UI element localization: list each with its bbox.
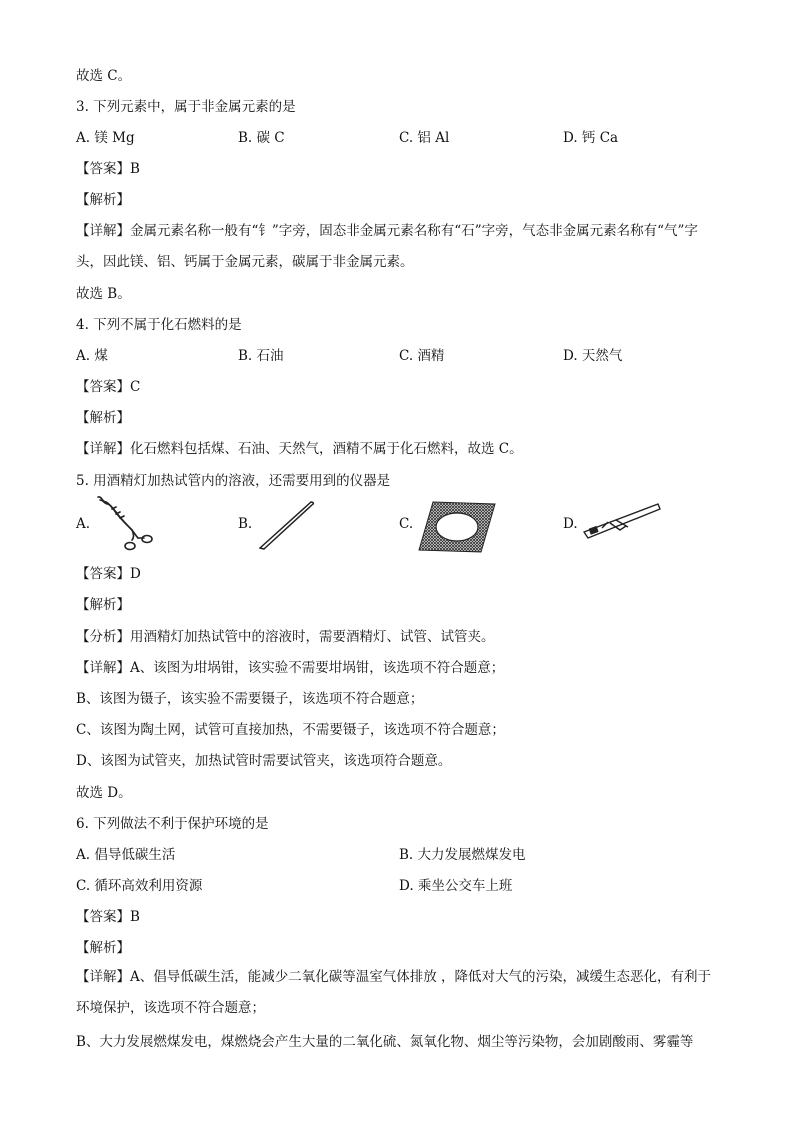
analysis-text: 【分析】用酒精灯加热试管中的溶液时，需要酒精灯、试管、试管夹。: [76, 629, 495, 645]
q4-option-b: B. 石油: [238, 348, 284, 364]
question-3: 3. 下列元素中，属于非金属元素的是: [76, 99, 296, 115]
conclusion-text: 故选 B。: [76, 286, 131, 302]
detail-text: 头，因此镁、铝、钙属于金属元素，碳属于非金属元素。: [76, 254, 414, 270]
q6-option-b: B. 大力发展燃煤发电: [399, 847, 526, 863]
q4-option-a: A. 煤: [76, 348, 108, 364]
detail-text: 【详解】化石燃料包括煤、石油、天然气，酒精不属于化石燃料，故选 C。: [76, 441, 523, 457]
analysis-label: 【解析】: [76, 940, 130, 956]
question-5: 5. 用酒精灯加热试管内的溶液，还需要用到的仪器是: [76, 473, 391, 489]
q4-option-d: D. 天然气: [563, 348, 623, 364]
answer-label: 【答案】C: [76, 379, 141, 395]
q4-option-c: C. 酒精: [399, 348, 445, 364]
q3-option-a: A. 镁 Mg: [76, 130, 135, 146]
q5-option-c: C.: [399, 516, 414, 532]
q3-option-c: C. 铝 Al: [399, 130, 450, 146]
detail-text: 【详解】金属元素名称一般有“钅”字旁，固态非金属元素名称有“石”字旁，气态非金属元素名称有“气”字: [76, 223, 698, 239]
answer-label: 【答案】D: [76, 566, 141, 582]
conclusion-text: 故选 D。: [76, 785, 132, 801]
conclusion-text: 故选 C。: [76, 68, 132, 84]
crucible-tongs-image: [94, 494, 156, 556]
q6-option-a: A. 倡导低碳生活: [76, 847, 176, 863]
test-tube-holder-image: [580, 500, 662, 542]
tweezers-image: [256, 498, 316, 552]
detail-text: C、该图为陶土网，试管可直接加热，不需要镊子，该选项不符合题意；: [76, 722, 505, 738]
answer-label: 【答案】B: [76, 161, 140, 177]
detail-text: 【详解】A、倡导低碳生活，能减少二氧化碳等温室气体排放 ，降低对大气的污染，减缓生态恶化，有利于环境保护，该选项不符合题意；: [76, 969, 712, 1016]
q6-option-c: C. 循环高效利用资源: [76, 878, 203, 894]
detail-text: D、该图为试管夹，加热试管时需要试管夹，该选项符合题意。: [76, 753, 452, 769]
analysis-label: 【解析】: [76, 192, 130, 208]
q5-option-a: A.: [76, 516, 91, 532]
q6-option-d: D. 乘坐公交车上班: [399, 878, 513, 894]
detail-text: B、大力发展燃煤发电，煤燃烧会产生大量的二氧化硫、氮氧化物、烟尘等污染物，会加剧酸雨、雾霾等: [76, 1034, 694, 1050]
detail-text: 【详解】A、该图为坩埚钳，该实验不需要坩埚钳，该选项不符合题意；: [76, 660, 505, 676]
detail-text: B、该图为镊子，该实验不需要镊子，该选项不符合题意；: [76, 691, 424, 707]
ceramic-gauze-image: [417, 498, 497, 556]
q5-option-b: B.: [238, 516, 253, 532]
analysis-label: 【解析】: [76, 597, 130, 613]
q3-option-b: B. 碳 C: [238, 130, 285, 146]
question-6: 6. 下列做法不利于保护环境的是: [76, 816, 269, 832]
analysis-label: 【解析】: [76, 410, 130, 426]
answer-label: 【答案】B: [76, 909, 140, 925]
q3-option-d: D. 钙 Ca: [563, 130, 619, 146]
q5-option-d: D.: [563, 516, 578, 532]
question-4: 4. 下列不属于化石燃料的是: [76, 317, 242, 333]
